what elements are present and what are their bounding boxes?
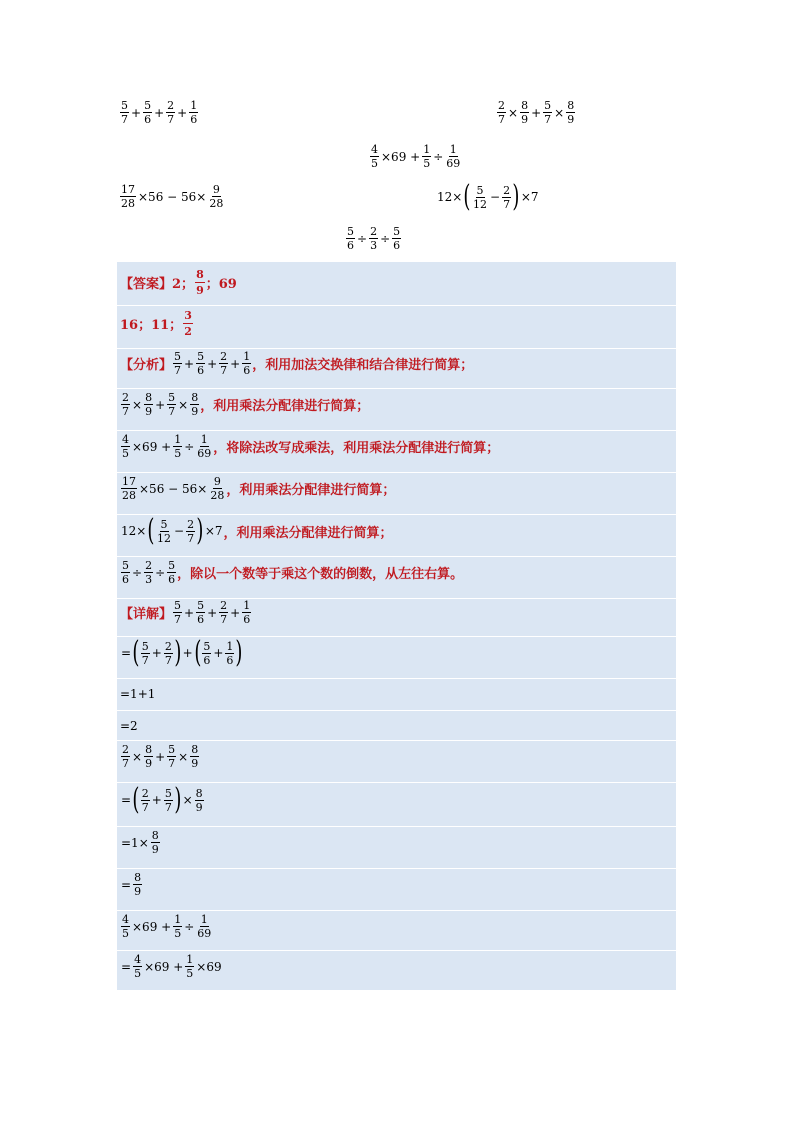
problem-6: $\frac{5}{6}$ ÷ $\frac{2}{3}$ ÷ $\frac{5}{6}$ <box>347 225 401 252</box>
detail-row-4: =2 <box>117 710 676 740</box>
detail-label: 【详解】 <box>120 607 173 622</box>
detail-row-5: $\frac{2}{7}$ × $\frac{8}{9}$ + $\frac{5}{7}$ × $\frac{8}{9}$ <box>117 740 676 782</box>
analysis-row-4: $\frac{17}{28}$ ×56 − 56× $\frac{9}{28}$ ，利用乘法分配律进行简算； <box>117 472 676 514</box>
detail-row-6: = ( $\frac{2}{7}$ + $\frac{5}{7}$ ) × $\frac{8}{9}$ <box>117 782 676 826</box>
analysis-row-2: $\frac{2}{7}$ × $\frac{8}{9}$ + $\frac{5}{7}$ × $\frac{8}{9}$ ，利用乘法分配律进行简算； <box>117 388 676 430</box>
analysis-label: 【分析】 <box>120 358 173 373</box>
problem-5: 12× ( $\frac{5}{12}$ − $\frac{2}{7}$ ) ×7 <box>437 179 539 214</box>
answer-fraction: $\frac{8}{9}$ <box>196 268 204 297</box>
problem-4: $\frac{17}{28}$ ×56 − 56× $\frac{9}{28}$ <box>121 183 224 210</box>
problem-2: $\frac{2}{7}$ × $\frac{8}{9}$ + $\frac{5}{7}$ × $\frac{8}{9}$ <box>498 99 575 126</box>
answer-row-2: 16；11； $\frac{3}{2}$ <box>117 305 676 348</box>
detail-row-3: =1+1 <box>117 678 676 710</box>
detail-row-7: =1× $\frac{8}{9}$ <box>117 826 676 868</box>
analysis-row-5: 12× ( $\frac{5}{12}$ − $\frac{2}{7}$ ) ×7 ，利用乘法分配律进行简算； <box>117 514 676 556</box>
detail-row-1: 【详解】 $\frac{5}{7}$ + $\frac{5}{6}$ + $\frac{2}{7}$ + $\frac{1}{6}$ <box>117 598 676 636</box>
problem-3: $\frac{4}{5}$ ×69 + $\frac{1}{5}$ ÷ $\frac{1}{69}$ <box>371 143 461 170</box>
detail-row-2: = ( $\frac{5}{7}$ + $\frac{2}{7}$ ) + ( $\frac{5}{6}$ + $\frac{1}{6}$ ) <box>117 636 676 678</box>
problem-1: $\frac{5}{7}$ + $\frac{5}{6}$ + $\frac{2}{7}$ + $\frac{1}{6}$ <box>121 99 198 126</box>
detail-row-9: $\frac{4}{5}$ ×69 + $\frac{1}{5}$ ÷ $\frac{1}{69}$ <box>117 910 676 950</box>
detail-row-10: = $\frac{4}{5}$ ×69 + $\frac{1}{5}$ ×69 <box>117 950 676 990</box>
analysis-row-3: $\frac{4}{5}$ ×69 + $\frac{1}{5}$ ÷ $\frac{1}{69}$ ，将除法改写成乘法，利用乘法分配律进行简算； <box>117 430 676 472</box>
analysis-row-1: 【分析】 $\frac{5}{7}$ + $\frac{5}{6}$ + $\frac{2}{7}$ + $\frac{1}{6}$ ，利用加法交换律和结合律进行简算； <box>117 348 676 388</box>
answer-label: 【答案】 <box>120 277 173 292</box>
analysis-row-6: $\frac{5}{6}$ ÷ $\frac{2}{3}$ ÷ $\frac{5}{6}$ ，除以一个数等于乘这个数的倒数，从左往右算。 <box>117 556 676 598</box>
answer-row-1: 【答案】 2； $\frac{8}{9}$ ；69 <box>120 268 237 297</box>
solution-box <box>117 262 676 990</box>
detail-row-8: = $\frac{8}{9}$ <box>117 868 676 910</box>
